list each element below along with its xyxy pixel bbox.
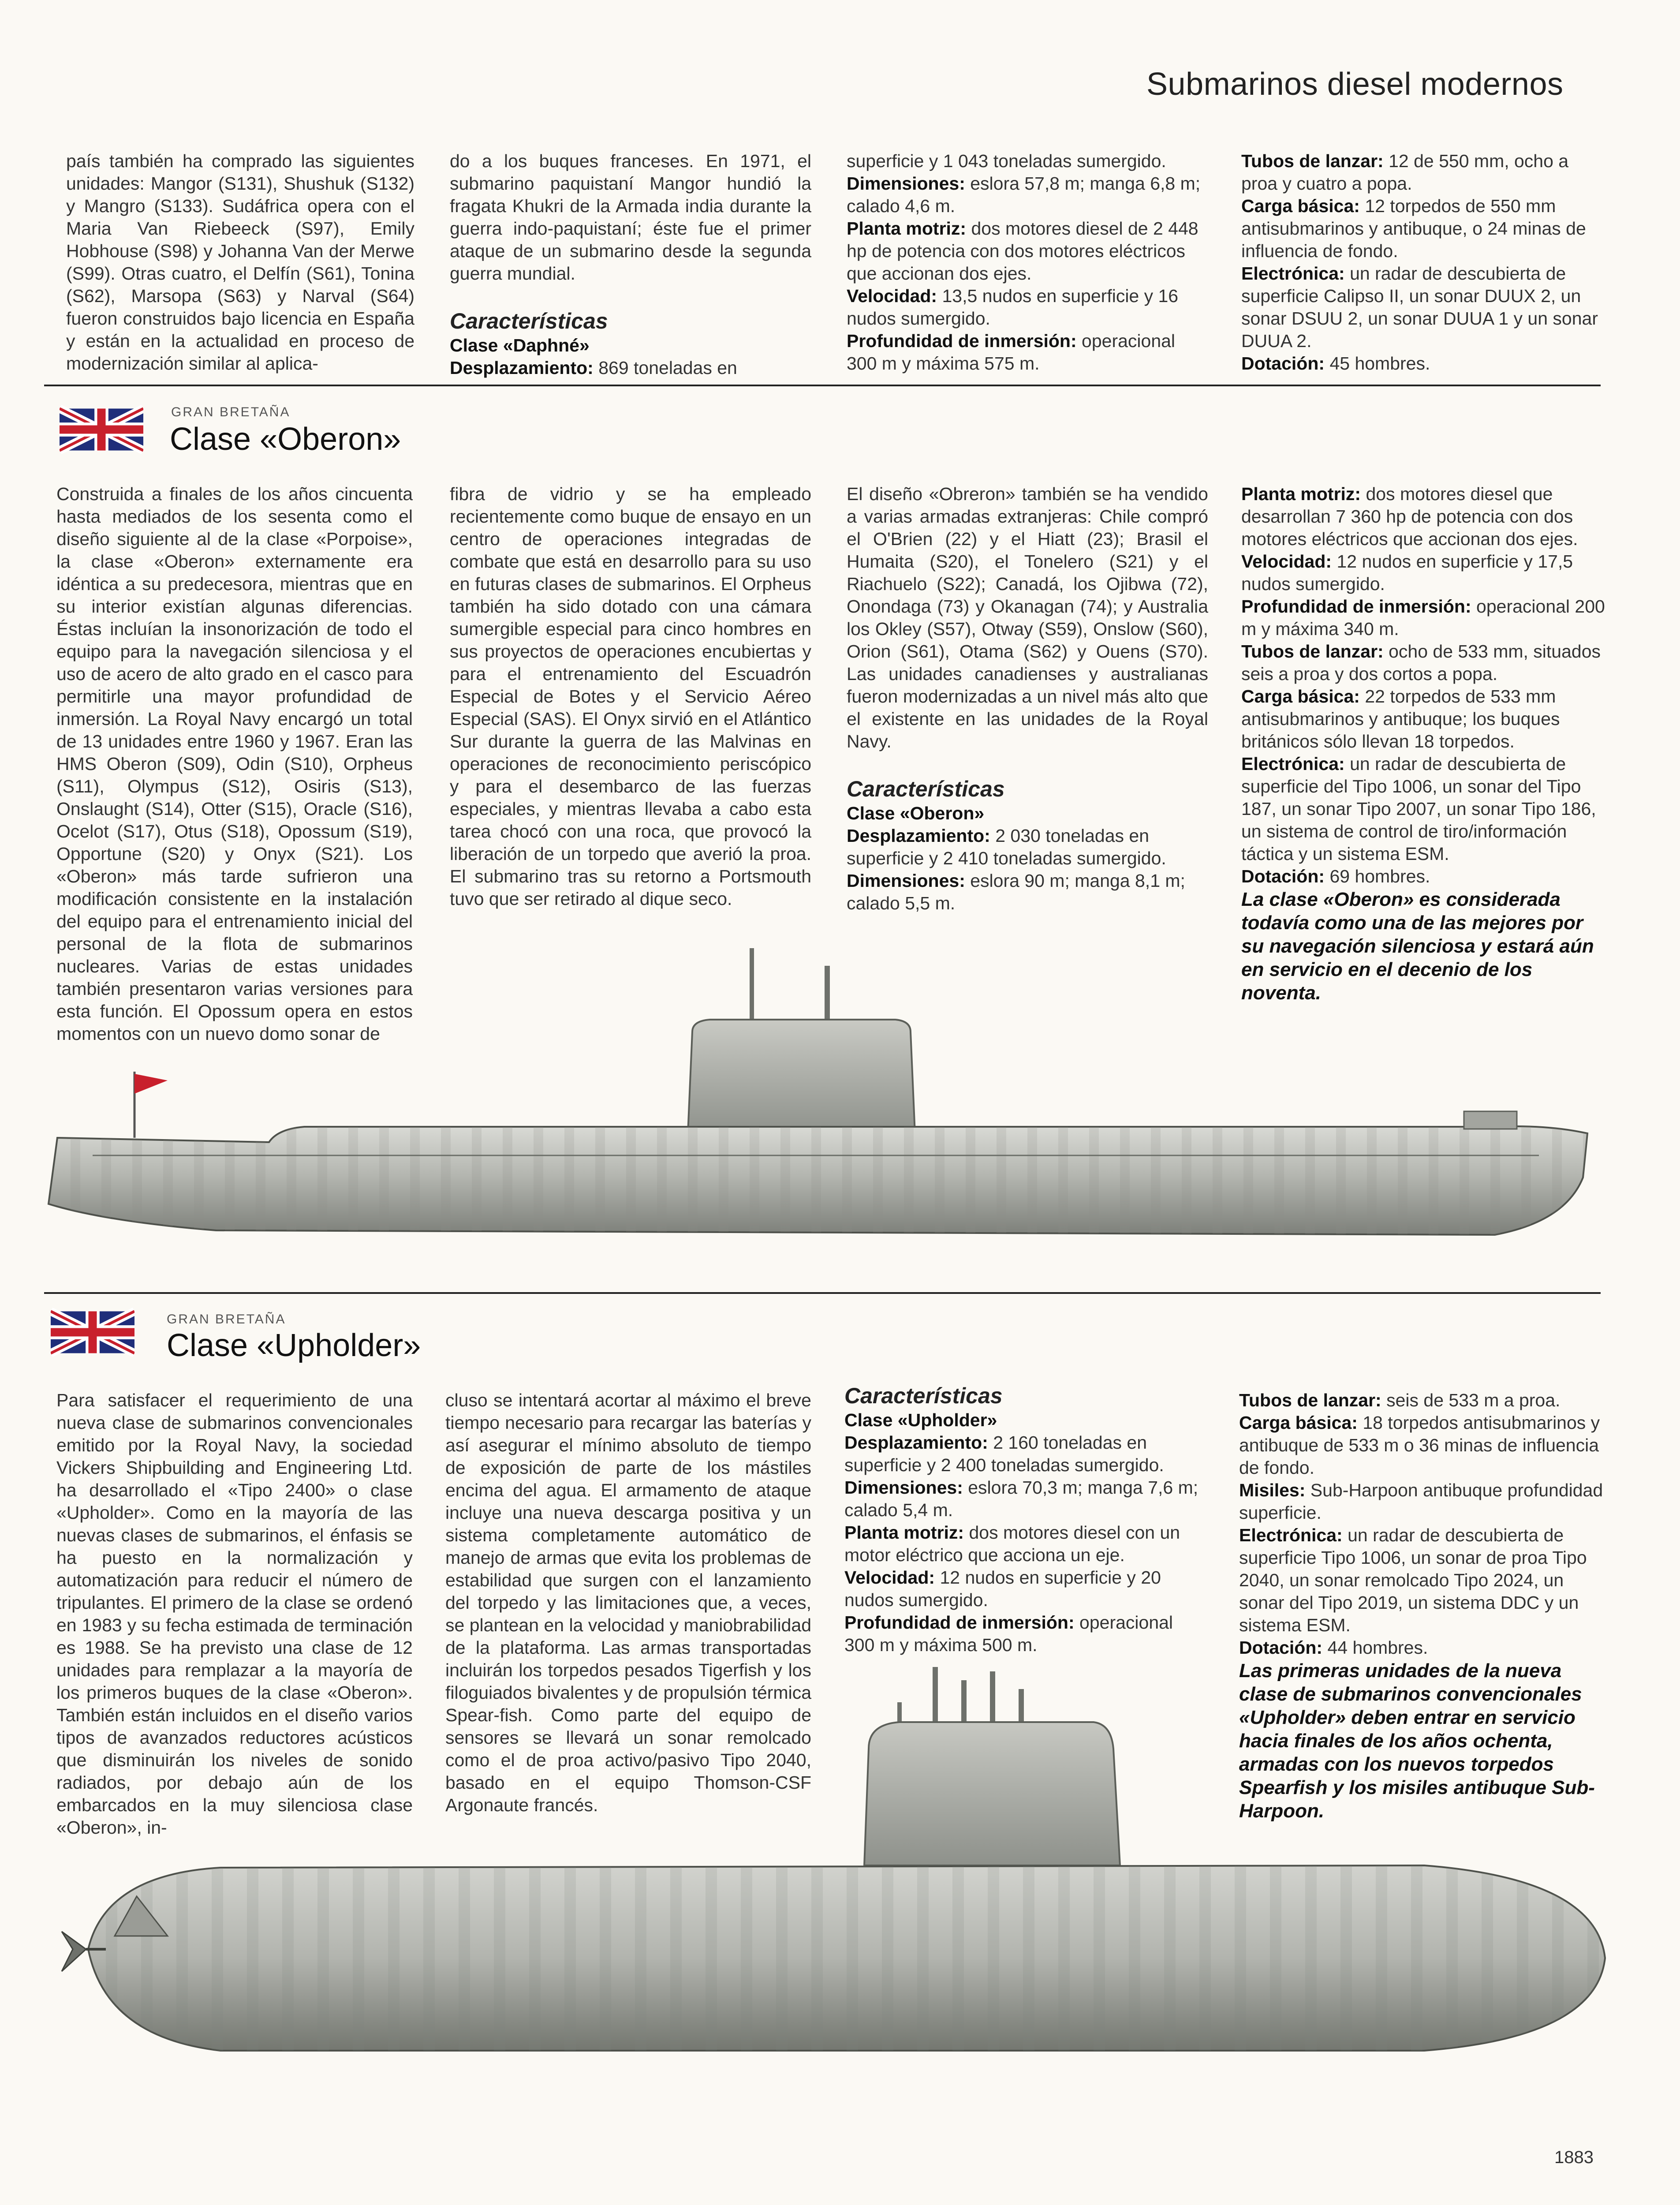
oberon-load-value: 22 torpedos de 533 mm antisubmarinos y antibuque; los buques británicos sólo llevan 18 torpedos.	[1241, 686, 1560, 751]
daphne-power-value: dos motores diesel de 2 448 hp de potencia con dos motores eléctricos que accionan dos ejes.	[847, 218, 1198, 284]
oberon-image-caption: La clase «Oberon» es considerada todavía como una de las mejores por su navegación silenciosa y estará aún en servicio en el decenio de los noventa.	[1241, 889, 1594, 1004]
daphne-body-text-2: do a los buques franceses. En 1971, el submarino paquistaní Mangor hundió la fragata Khukri de la Armada india durante la guerra indo-paquistaní; éste fue el primer ataque de un submarino desde la segunda guerra mundial.	[450, 151, 811, 284]
daphne-tubes-value: 12 de 550 mm, ocho a proa y cuatro a popa.	[1241, 151, 1569, 194]
daphne-crew-value: 45 hombres.	[1329, 353, 1430, 374]
upholder-elec-value: un radar de descubierta de superficie Tipo 1006, un sonar de proa Tipo 2040, un sonar remolcado Tipo 2024, un sonar del Tipo 2019, un sistema DDC y un sistema ESM.	[1239, 1525, 1587, 1635]
daphne-load-value: 12 torpedos de 550 mm antisubmarinos y antibuque, o 24 minas de influencia de fondo.	[1241, 196, 1586, 261]
oberon-load-label: Carga básica:	[1241, 686, 1360, 706]
upholder-missile-label: Misiles:	[1239, 1480, 1306, 1500]
daphne-dim-value: eslora 57,8 m; manga 6,8 m; calado 4,6 m.	[847, 173, 1201, 216]
daphne-spec-col-3	[847, 150, 1208, 375]
upholder-power-value: dos motores diesel con un motor eléctrico que acciona un eje.	[844, 1522, 1180, 1565]
oberon-elec-label: Electrónica:	[1241, 754, 1345, 774]
oberon-country: GRAN BRETAÑA	[171, 405, 291, 419]
section-divider-1	[44, 385, 1601, 386]
oberon-power-label: Planta motriz:	[1241, 484, 1361, 504]
daphne-disp-value: 869 toneladas en	[598, 358, 737, 378]
upholder-body-text-1: Para satisfacer el requerimiento de una nueva clase de submarinos convencionales emitido por la Royal Navy, la sociedad Vickers Shipbuilding and Engineering Ltd. ha desarrollado el «Tipo 2400» o clase «Upholder». Como en la mayoría de las nuevas clases de submarinos, el énfasis se ha puesto en la normalización y automatización para reducir el número de tripulantes. El primero de la clase se ordenó en 1983 y su fecha estimada de terminación es 1988. Se ha previsto una clase de 12 unidades para remplazar a la mayoría de los primeros buques de la clase «Oberon». También están incluidos en el diseño varios tipos de avanzados reductores acústicos que disminuirán los niveles de sonido radiados, por debajo aún de los embarcados en la muy silenciosa clase «Oberon», in-	[56, 1390, 413, 1838]
oberon-depth-label: Profundidad de inmersión:	[1241, 596, 1471, 617]
daphne-speed-value: 13,5 nudos en superficie y 16 nudos sumergido.	[847, 286, 1179, 329]
daphne-power-label: Planta motriz:	[847, 218, 967, 239]
oberon-submarine-illustration	[40, 948, 1645, 1279]
upholder-load-value: 18 torpedos antisubmarinos y antibuque de 533 m o 36 minas de influencia de fondo.	[1239, 1413, 1600, 1478]
upholder-disp-value: 2 160 toneladas en superficie y 2 400 toneladas sumergido.	[844, 1432, 1164, 1475]
oberon-speed-value: 12 nudos en superficie y 17,5 nudos sumergido.	[1241, 551, 1573, 594]
oberon-disp-label: Desplazamiento:	[847, 826, 990, 846]
upholder-power-label: Planta motriz:	[844, 1522, 964, 1543]
union-jack-flag-icon	[51, 1308, 134, 1357]
oberon-power-value: dos motores diesel que desarrollan 7 360 hp de potencia con dos motores eléctricos que accionan dos ejes.	[1241, 484, 1578, 549]
oberon-tubes-label: Tubos de lanzar:	[1241, 641, 1384, 662]
oberon-bow-fitting	[1464, 1111, 1517, 1129]
upholder-country: GRAN BRETAÑA	[167, 1312, 286, 1327]
daphne-depth-label: Profundidad de inmersión:	[847, 331, 1077, 351]
upholder-class-name: Clase «Upholder»	[844, 1410, 997, 1430]
oberon-dim-label: Dimensiones:	[847, 871, 965, 891]
daphne-class-name: Clase «Daphné»	[450, 335, 590, 355]
oberon-tubes-value: ocho de 533 mm, situados seis a proa y dos cortos a popa.	[1241, 641, 1601, 684]
oberon-text-col-3	[847, 483, 1208, 915]
oberon-dim-value: eslora 90 m; manga 8,1 m; calado 5,5 m.	[847, 871, 1185, 913]
oberon-depth-value: operacional 200 m y máxima 340 m.	[1241, 596, 1605, 639]
section-divider-2	[44, 1292, 1601, 1294]
oberon-elec-value: un radar de descubierta de superficie del Tipo 1006, un sonar del Tipo 187, un sonar Tipo 2007, un sonar Tipo 186, un sistema de control de tiro/información táctica y un sistema ESM.	[1241, 754, 1596, 864]
oberon-crew-value: 69 hombres.	[1329, 866, 1430, 886]
daphne-crew-label: Dotación:	[1241, 353, 1325, 374]
upholder-sail	[864, 1722, 1120, 1865]
oberon-body-text-1: Construida a finales de los años cincuenta hasta mediados de los sesenta como el diseño siguiente al de la clase «Porpoise», la clase «Oberon» externamente era idéntica a su predecesora, mientras que en su interior existían algunas diferencias. Éstas incluían la insonorización de todo el equipo para la navegación silenciosa y el uso de acero de alto grado en el casco para permitirle una mayor profundidad de inmersión. La Royal Navy encargó un total de 13 unidades entre 1960 y 1967. Eran las HMS Oberon (S09), Odin (S10), Orpheus (S11), Olympus (S12), Osiris (S13), Onslaught (S14), Otter (S15), Oracle (S16), Ocelot (S17), Otus (S18), Opossum (S19), Opportune (S20) y Onyx (S21). Los «Oberon» más tarde sufrieron una modificación consistente en la instalación del equipo para el entrenamiento inicial del personal de la flota de submarinos nucleares. Varias de estas unidades también presentaron varias versiones para esta función. El Opossum opera en estos momentos con un nuevo domo sonar de	[56, 484, 413, 1044]
daphne-text-col-1	[66, 150, 414, 375]
daphne-disp-label: Desplazamiento:	[450, 358, 594, 378]
daphne-disp-cont: superficie y 1 043 toneladas sumergido.	[847, 151, 1166, 171]
daphne-text-col-2	[450, 150, 811, 379]
daphne-spec-col-4	[1241, 150, 1607, 375]
union-jack-flag-icon	[60, 405, 143, 454]
upholder-load-label: Carga básica:	[1239, 1413, 1358, 1433]
daphne-speed-label: Velocidad:	[847, 286, 937, 306]
upholder-masts	[897, 1667, 1024, 1724]
upholder-missile-value: Sub-Harpoon antibuque profundidad superficie.	[1239, 1480, 1603, 1523]
oberon-speed-label: Velocidad:	[1241, 551, 1332, 572]
upholder-section-title: Clase «Upholder»	[167, 1328, 421, 1363]
oberon-body-text-2: fibra de vidrio y se ha empleado recientemente como buque de ensayo en un centro de operaciones integradas de combate que está en desarrollo para su uso en futuras clases de submarinos. El Orpheus también ha sido dotado con una cámara sumergible especial para cinco hombres en sus proyectos de operaciones encubiertas y para el entrenamiento del Escuadrón Especial de Botes y el Servicio Aéreo Especial (SAS). El Onyx sirvió en el Atlántico Sur durante la guerra de las Malvinas en operaciones de reconocimiento periscópico y para el desembarco de las fuerzas especiales, y mientras llevaba a cabo esta tarea chocó con una roca, que provocó la liberación de un torpedo que averió la proa. El submarino tras su retorno a Portsmouth tuvo que ser retirado al dique seco.	[450, 484, 811, 909]
upholder-tubes-value: seis de 533 m a proa.	[1386, 1390, 1561, 1410]
upholder-crew-label: Dotación:	[1239, 1637, 1323, 1658]
daphne-elec-label: Electrónica:	[1241, 263, 1345, 284]
upholder-propeller-icon	[62, 1932, 86, 1971]
oberon-disp-value: 2 030 toneladas en superficie y 2 410 toneladas sumergido.	[847, 826, 1166, 868]
upholder-elec-label: Electrónica:	[1239, 1525, 1343, 1545]
upholder-body-text-2: cluso se intentará acortar al máximo el breve tiempo necesario para recargar las baterías y así asegurar el mínimo absoluto de tiempo de exposición de parte de los mástiles encima del agua. El armamento de ataque incluye una nueva descarga positiva y un sistema completamente automático de manejo de armas que evita los problemas de estabilidad que surgen con el lanzamiento del torpedo y las limitaciones que, a veces, se plantean en la velocidad y maniobrabilidad de la plataforma. Las armas transportadas incluirán los torpedos pesados Tigerfish y los filoguiados bivalentes y de propulsión térmica Spear-fish. Como parte del equipo de sensores se llevará un sonar remolcado como el de proa activo/pasivo Tipo 2040, basado en el equipo Thomson-CSF Argonaute francés.	[445, 1390, 811, 1815]
oberon-spec-col-4	[1241, 483, 1607, 1005]
daphne-dim-label: Dimensiones:	[847, 173, 965, 194]
oberon-section-title: Clase «Oberon»	[170, 422, 401, 457]
upholder-dim-value: eslora 70,3 m; manga 7,6 m; calado 5,4 m.	[844, 1477, 1198, 1520]
oberon-periscope	[825, 966, 830, 1023]
upholder-speed-label: Velocidad:	[844, 1567, 935, 1588]
upholder-image-caption: Las primeras unidades de la nueva clase de submarinos convencionales «Upholder» deben entrar en servicio hacia finales de los años ochenta, armadas con los nuevos torpedos Spearfish y los misiles antibuque Sub-Harpoon.	[1239, 1660, 1595, 1822]
upholder-spec-col-3	[844, 1383, 1206, 1656]
daphne-characteristics-heading: Características	[450, 309, 608, 333]
daphne-elec-value: un radar de descubierta de superficie Calipso II, un sonar DUUX 2, un sonar DSUU 2, un sonar DUUA 1 y un sonar DUUA 2.	[1241, 263, 1598, 351]
upholder-depth-value: operacional 300 m y máxima 500 m.	[844, 1612, 1173, 1655]
upholder-submarine-illustration	[35, 1667, 1631, 2139]
daphne-body-text-1: país también ha comprado las siguientes unidades: Mangor (S131), Shushuk (S132) y Mangro (S133). Sudáfrica opera con el Maria Van Riebeeck (S97), Emily Hobhouse (S98) y Johanna Van der Merwe (S99). Otras cuatro, el Delfín (S61), Tonina (S62), Marsopa (S63) y Narval (S64) fueron construidos bajo licencia en España y están en la actualidad en proceso de modernización similar al aplica-	[66, 151, 414, 374]
upholder-speed-value: 12 nudos en superficie y 20 nudos sumergido.	[844, 1567, 1161, 1610]
running-head: Submarinos diesel modernos	[1146, 67, 1564, 102]
oberon-mast	[750, 948, 754, 1023]
upholder-disp-label: Desplazamiento:	[844, 1432, 988, 1453]
upholder-crew-value: 44 hombres.	[1327, 1637, 1428, 1658]
daphne-depth-value: operacional 300 m y máxima 575 m.	[847, 331, 1176, 374]
oberon-text-col-2	[450, 483, 811, 910]
oberon-crew-label: Dotación:	[1241, 866, 1325, 886]
upholder-depth-label: Profundidad de inmersión:	[844, 1612, 1075, 1633]
oberon-class-name: Clase «Oberon»	[847, 803, 985, 823]
upholder-tubes-label: Tubos de lanzar:	[1239, 1390, 1381, 1410]
page-number: 1883	[1554, 2148, 1594, 2167]
upholder-dim-label: Dimensiones:	[844, 1477, 963, 1498]
daphne-load-label: Carga básica:	[1241, 196, 1360, 216]
oberon-body-text-3: El diseño «Obreron» también se ha vendido a varias armadas extranjeras: Chile compró el O'Brien (22) y el Hiatt (23); Brasil el Humaita (S20), el Tonelero (S21) y el Riachuelo (S22); Canadá, los Ojibwa (72), Onondaga (73) y Okanagan (74); y Australia los Okley (S57), Otway (S59), Onslow (S60), Orion (S61), Otama (S62) y Ouens (S70). Las unidades canadienses y australianas fueron modernizadas a un nivel más alto que el existente en las unidades de la Royal Navy.	[847, 484, 1208, 751]
oberon-characteristics-heading: Características	[847, 777, 1005, 801]
upholder-characteristics-heading: Características	[844, 1383, 1003, 1408]
daphne-tubes-label: Tubos de lanzar:	[1241, 151, 1384, 171]
oberon-sail	[688, 1020, 915, 1133]
